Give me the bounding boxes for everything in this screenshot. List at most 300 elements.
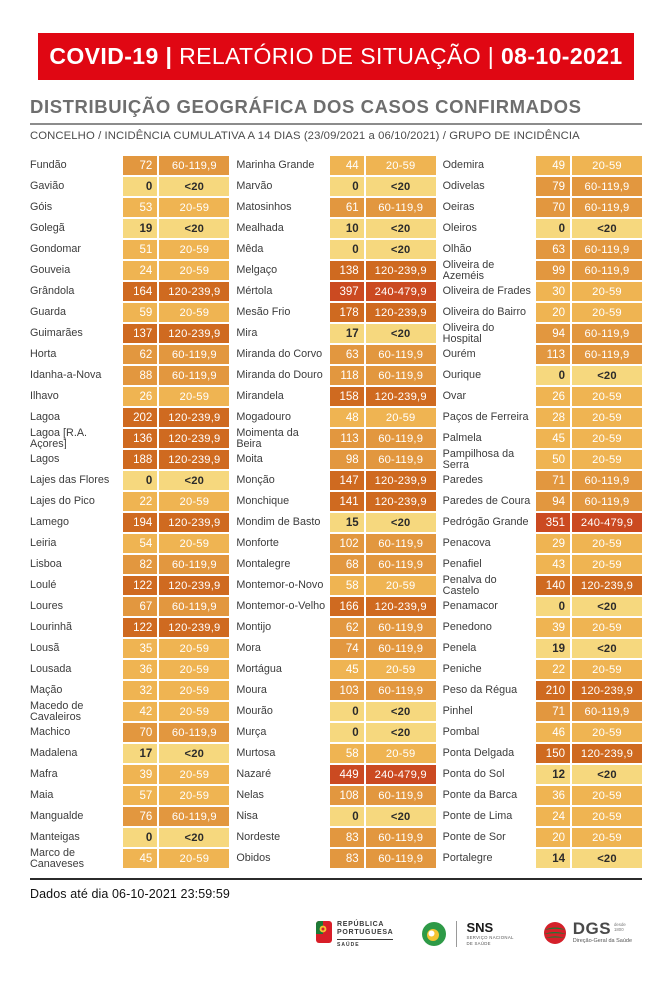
dgs-sphere-icon <box>542 921 568 950</box>
incidence-band-cell: 20-59 <box>572 282 642 301</box>
municipality-name: Portalegre <box>442 853 493 864</box>
incidence-value-cell: 29 <box>536 534 570 553</box>
municipality-row <box>30 156 229 175</box>
incidence-value-cell: 19 <box>123 219 157 238</box>
municipality-row <box>443 681 642 700</box>
incidence-value-cell: 118 <box>330 366 364 385</box>
incidence-value-cell: 0 <box>123 177 157 196</box>
incidence-value-cell: 67 <box>123 597 157 616</box>
incidence-value-cell: 26 <box>123 387 157 406</box>
incidence-band-cell: 20-59 <box>159 198 229 217</box>
incidence-band-cell: 20-59 <box>366 408 436 427</box>
municipality-name: Mesão Frio <box>236 307 291 318</box>
incidence-band-cell: 20-59 <box>572 534 642 553</box>
municipality-name: Pombal <box>442 727 480 738</box>
municipality-name: Monchique <box>236 496 290 507</box>
municipality-name: Pedrógão Grande <box>442 517 529 528</box>
municipality-name: Moita <box>236 454 263 465</box>
republica-line1: REPÚBLICA <box>337 921 385 928</box>
incidence-band-cell: 20-59 <box>572 156 642 175</box>
municipality-row <box>443 282 642 301</box>
incidence-band-cell: <20 <box>159 177 229 196</box>
municipality-row <box>30 681 229 700</box>
dgs-since-line2: 1800 <box>614 926 624 932</box>
municipality-row <box>236 324 435 343</box>
incidence-band-cell: 120-239,9 <box>572 681 642 700</box>
municipality-row <box>443 555 642 574</box>
municipality-name: Mangualde <box>30 811 84 822</box>
municipality-row <box>30 807 229 826</box>
municipality-name: Oliveira de Azeméis <box>442 260 495 281</box>
municipality-row <box>30 849 229 868</box>
municipality-name: Murça <box>236 727 267 738</box>
municipality-row <box>443 177 642 196</box>
municipality-row <box>443 219 642 238</box>
incidence-band-cell: <20 <box>572 765 642 784</box>
municipality-name: Oleiros <box>442 223 477 234</box>
incidence-value-cell: 74 <box>330 639 364 658</box>
incidence-band-cell: 60-119,9 <box>572 324 642 343</box>
incidence-band-cell: 20-59 <box>572 660 642 679</box>
incidence-value-cell: 108 <box>330 786 364 805</box>
municipality-row <box>443 744 642 763</box>
incidence-value-cell: 0 <box>123 471 157 490</box>
municipality-name: Paredes de Coura <box>442 496 531 507</box>
municipality-name: Marinha Grande <box>236 160 315 171</box>
municipality-name: Fundão <box>30 160 67 171</box>
incidence-band-cell: <20 <box>159 828 229 847</box>
municipality-name: Machico <box>30 727 71 738</box>
municipality-row <box>236 198 435 217</box>
municipality-name: Mirandela <box>236 391 284 402</box>
incidence-band-cell: 20-59 <box>159 681 229 700</box>
incidence-value-cell: 14 <box>536 849 570 868</box>
municipality-name: Olhão <box>442 244 472 255</box>
incidence-band-cell: 20-59 <box>159 849 229 868</box>
incidence-band-cell: 20-59 <box>159 786 229 805</box>
municipality-row <box>236 261 435 280</box>
municipality-row <box>30 240 229 259</box>
municipality-name: Mourão <box>236 706 273 717</box>
incidence-band-cell: 60-119,9 <box>366 198 436 217</box>
municipality-row <box>30 786 229 805</box>
incidence-table <box>30 156 642 870</box>
banner-date: 08-10-2021 <box>500 43 623 69</box>
municipality-row <box>30 303 229 322</box>
municipality-row <box>30 723 229 742</box>
incidence-value-cell: 0 <box>123 828 157 847</box>
sns-circle-icon <box>421 921 447 952</box>
municipality-row <box>236 702 435 721</box>
incidence-value-cell: 136 <box>123 429 157 448</box>
municipality-row <box>236 660 435 679</box>
incidence-value-cell: 71 <box>536 702 570 721</box>
municipality-row <box>236 723 435 742</box>
municipality-row <box>30 387 229 406</box>
republica-portuguesa-logo <box>316 921 393 950</box>
municipality-name: Mafra <box>30 769 58 780</box>
incidence-value-cell: 122 <box>123 576 157 595</box>
municipality-name: Macedo de Cavaleiros <box>30 701 84 722</box>
incidence-band-cell: 60-119,9 <box>572 471 642 490</box>
banner-covid-label: COVID-19 <box>49 43 159 69</box>
incidence-value-cell: 61 <box>330 198 364 217</box>
municipality-name: Odivelas <box>442 181 485 192</box>
incidence-value-cell: 138 <box>330 261 364 280</box>
report-banner <box>38 33 634 80</box>
incidence-value-cell: 39 <box>123 765 157 784</box>
municipality-name: Manteigas <box>30 832 80 843</box>
portugal-flag-icon <box>316 921 332 950</box>
municipality-row <box>443 156 642 175</box>
municipality-row <box>443 450 642 469</box>
incidence-value-cell: 20 <box>536 828 570 847</box>
municipality-row <box>443 240 642 259</box>
municipality-row <box>236 513 435 532</box>
municipality-row <box>236 219 435 238</box>
municipality-name: Guimarães <box>30 328 83 339</box>
incidence-band-cell: 20-59 <box>159 639 229 658</box>
municipality-name: Monção <box>236 475 275 486</box>
incidence-value-cell: 39 <box>536 618 570 637</box>
incidence-band-cell: <20 <box>366 513 436 532</box>
incidence-value-cell: 158 <box>330 387 364 406</box>
incidence-value-cell: 88 <box>123 366 157 385</box>
incidence-band-cell: 20-59 <box>159 492 229 511</box>
municipality-name: Paços de Ferreira <box>442 412 529 423</box>
incidence-band-cell: 60-119,9 <box>159 807 229 826</box>
incidence-value-cell: 15 <box>330 513 364 532</box>
incidence-band-cell: 60-119,9 <box>366 366 436 385</box>
incidence-band-cell: 20-59 <box>366 660 436 679</box>
municipality-name: Lajes do Pico <box>30 496 95 507</box>
incidence-value-cell: 72 <box>123 156 157 175</box>
incidence-band-cell: 240-479,9 <box>366 765 436 784</box>
municipality-name: Marvão <box>236 181 273 192</box>
municipality-row <box>30 429 229 448</box>
incidence-value-cell: 42 <box>123 702 157 721</box>
incidence-value-cell: 44 <box>330 156 364 175</box>
incidence-value-cell: 0 <box>536 219 570 238</box>
incidence-band-cell: 20-59 <box>572 828 642 847</box>
incidence-band-cell: 20-59 <box>572 618 642 637</box>
incidence-band-cell: 60-119,9 <box>159 723 229 742</box>
incidence-value-cell: 32 <box>123 681 157 700</box>
municipality-name: Mértola <box>236 286 273 297</box>
incidence-value-cell: 0 <box>330 723 364 742</box>
municipality-name: Grândola <box>30 286 75 297</box>
municipality-name: Montalegre <box>236 559 291 570</box>
banner-separator-2: | <box>481 43 501 69</box>
municipality-row <box>443 639 642 658</box>
municipality-name: Ponte de Sor <box>442 832 506 843</box>
incidence-band-cell: 20-59 <box>159 702 229 721</box>
municipality-name: Gouveia <box>30 265 71 276</box>
incidence-band-cell: 120-239,9 <box>159 618 229 637</box>
incidence-value-cell: 83 <box>330 849 364 868</box>
incidence-band-cell: 60-119,9 <box>572 240 642 259</box>
incidence-value-cell: 20 <box>536 303 570 322</box>
municipality-row <box>236 156 435 175</box>
municipality-name: Peso da Régua <box>442 685 518 696</box>
incidence-band-cell: <20 <box>366 177 436 196</box>
incidence-band-cell: 20-59 <box>572 408 642 427</box>
incidence-value-cell: 141 <box>330 492 364 511</box>
incidence-value-cell: 10 <box>330 219 364 238</box>
incidence-value-cell: 137 <box>123 324 157 343</box>
incidence-band-cell: 20-59 <box>572 429 642 448</box>
incidence-band-cell: <20 <box>572 366 642 385</box>
municipality-row <box>443 786 642 805</box>
incidence-band-cell: 20-59 <box>572 387 642 406</box>
municipality-row <box>236 849 435 868</box>
municipality-name: Nisa <box>236 811 258 822</box>
municipality-row <box>236 492 435 511</box>
municipality-row <box>443 429 642 448</box>
incidence-band-cell: 120-239,9 <box>159 282 229 301</box>
municipality-name: Moimenta da Beira <box>236 428 299 449</box>
incidence-band-cell: 60-119,9 <box>366 345 436 364</box>
incidence-band-cell: <20 <box>572 849 642 868</box>
incidence-band-cell: 60-119,9 <box>366 555 436 574</box>
incidence-value-cell: 122 <box>123 618 157 637</box>
incidence-value-cell: 57 <box>123 786 157 805</box>
incidence-band-cell: 60-119,9 <box>572 345 642 364</box>
municipality-name: Nazaré <box>236 769 272 780</box>
incidence-band-cell: 120-239,9 <box>366 597 436 616</box>
municipality-row <box>30 660 229 679</box>
municipality-row <box>30 219 229 238</box>
incidence-value-cell: 51 <box>123 240 157 259</box>
republica-line2: PORTUGUESA <box>337 929 394 936</box>
incidence-value-cell: 63 <box>330 345 364 364</box>
municipality-name: Nordeste <box>236 832 281 843</box>
sns-label: SNS <box>466 920 494 935</box>
municipality-name: Monforte <box>236 538 279 549</box>
municipality-name: Golegã <box>30 223 65 234</box>
municipality-name: Odemira <box>442 160 485 171</box>
incidence-value-cell: 35 <box>123 639 157 658</box>
municipality-name: Ponte da Barca <box>442 790 518 801</box>
incidence-band-cell: 60-119,9 <box>572 492 642 511</box>
municipality-name: Leiria <box>30 538 57 549</box>
incidence-value-cell: 147 <box>330 471 364 490</box>
incidence-value-cell: 54 <box>123 534 157 553</box>
incidence-band-cell: 20-59 <box>159 261 229 280</box>
municipality-row <box>30 597 229 616</box>
municipality-name: Gondomar <box>30 244 82 255</box>
municipality-name: Ponte de Lima <box>442 811 513 822</box>
municipality-row <box>443 534 642 553</box>
incidence-band-cell: 120-239,9 <box>366 303 436 322</box>
municipality-row <box>443 345 642 364</box>
dgs-logo <box>542 921 632 950</box>
incidence-band-cell: 60-119,9 <box>366 828 436 847</box>
incidence-band-cell: 60-119,9 <box>159 555 229 574</box>
municipality-row <box>443 492 642 511</box>
incidence-band-cell: <20 <box>366 219 436 238</box>
sns-divider <box>456 921 457 947</box>
municipality-name: Ovar <box>442 391 467 402</box>
municipality-row <box>30 471 229 490</box>
incidence-value-cell: 22 <box>123 492 157 511</box>
incidence-band-cell: 20-59 <box>572 303 642 322</box>
incidence-value-cell: 46 <box>536 723 570 742</box>
incidence-band-cell: <20 <box>159 219 229 238</box>
municipality-row <box>236 240 435 259</box>
incidence-band-cell: 120-239,9 <box>366 492 436 511</box>
page-title: DISTRIBUIÇÃO GEOGRÁFICA DOS CASOS CONFIRMADOS <box>30 96 642 125</box>
municipality-name: Penedono <box>442 622 492 633</box>
incidence-band-cell: 240-479,9 <box>366 282 436 301</box>
municipality-row <box>236 534 435 553</box>
municipality-row <box>236 744 435 763</box>
incidence-band-cell: 120-239,9 <box>159 450 229 469</box>
municipality-name: Gavião <box>30 181 65 192</box>
municipality-name: Palmela <box>442 433 482 444</box>
municipality-row <box>236 450 435 469</box>
municipality-name: Montijo <box>236 622 272 633</box>
municipality-row <box>443 828 642 847</box>
incidence-band-cell: 120-239,9 <box>572 576 642 595</box>
incidence-band-cell: 20-59 <box>572 555 642 574</box>
incidence-value-cell: 94 <box>536 324 570 343</box>
incidence-band-cell: 60-119,9 <box>159 156 229 175</box>
municipality-name: Oliveira do Bairro <box>442 307 527 318</box>
municipality-row <box>443 723 642 742</box>
municipality-name: Horta <box>30 349 57 360</box>
incidence-value-cell: 76 <box>123 807 157 826</box>
municipality-row <box>443 408 642 427</box>
municipality-name: Loures <box>30 601 64 612</box>
incidence-band-cell: 120-239,9 <box>159 513 229 532</box>
incidence-value-cell: 58 <box>330 576 364 595</box>
municipality-row <box>236 303 435 322</box>
incidence-value-cell: 166 <box>330 597 364 616</box>
republica-saude-label: SAÚDE <box>337 942 360 948</box>
incidence-value-cell: 102 <box>330 534 364 553</box>
municipality-name: Miranda do Douro <box>236 370 323 381</box>
incidence-value-cell: 202 <box>123 408 157 427</box>
municipality-row <box>236 765 435 784</box>
municipality-row <box>236 471 435 490</box>
incidence-value-cell: 24 <box>536 807 570 826</box>
municipality-row <box>236 681 435 700</box>
incidence-band-cell: 20-59 <box>159 660 229 679</box>
municipality-name: Lourinhã <box>30 622 73 633</box>
municipality-row <box>30 282 229 301</box>
incidence-value-cell: 94 <box>536 492 570 511</box>
incidence-value-cell: 59 <box>123 303 157 322</box>
incidence-band-cell: 20-59 <box>572 450 642 469</box>
incidence-value-cell: 0 <box>536 597 570 616</box>
municipality-name: Oeiras <box>442 202 475 213</box>
municipality-name: Pampilhosa da Serra <box>442 449 515 470</box>
municipality-row <box>443 471 642 490</box>
municipality-row <box>236 282 435 301</box>
municipality-name: Paredes <box>442 475 483 486</box>
incidence-value-cell: 79 <box>536 177 570 196</box>
incidence-value-cell: 28 <box>536 408 570 427</box>
incidence-value-cell: 36 <box>536 786 570 805</box>
incidence-value-cell: 43 <box>536 555 570 574</box>
incidence-band-cell: 60-119,9 <box>159 366 229 385</box>
incidence-band-cell: 60-119,9 <box>366 849 436 868</box>
incidence-value-cell: 210 <box>536 681 570 700</box>
municipality-name: Montemor-o-Velho <box>236 601 326 612</box>
incidence-value-cell: 70 <box>123 723 157 742</box>
municipality-row <box>30 177 229 196</box>
table-column-2 <box>236 156 435 870</box>
page-subtitle: CONCELHO / INCIDÊNCIA CUMULATIVA A 14 DIAS (23/09/2021 a 06/10/2021) / GRUPO DE INCIDÊNCIA <box>30 130 580 142</box>
municipality-name: Penafiel <box>442 559 482 570</box>
incidence-band-cell: 120-239,9 <box>159 408 229 427</box>
incidence-value-cell: 24 <box>123 261 157 280</box>
incidence-band-cell: <20 <box>366 723 436 742</box>
municipality-row <box>236 177 435 196</box>
municipality-name: Ourém <box>442 349 476 360</box>
incidence-value-cell: 82 <box>123 555 157 574</box>
incidence-value-cell: 68 <box>330 555 364 574</box>
municipality-name: Lajes das Flores <box>30 475 110 486</box>
incidence-value-cell: 351 <box>536 513 570 532</box>
incidence-value-cell: 113 <box>536 345 570 364</box>
incidence-value-cell: 150 <box>536 744 570 763</box>
municipality-name: Idanha-a-Nova <box>30 370 102 381</box>
incidence-band-cell: <20 <box>572 597 642 616</box>
incidence-band-cell: 240-479,9 <box>572 513 642 532</box>
municipality-name: Lisboa <box>30 559 62 570</box>
incidence-value-cell: 36 <box>123 660 157 679</box>
municipality-name: Pinhel <box>442 706 473 717</box>
municipality-row <box>443 618 642 637</box>
municipality-row <box>236 366 435 385</box>
municipality-name: Penamacor <box>442 601 498 612</box>
municipality-name: Marco de Canaveses <box>30 848 85 869</box>
sns-subtitle-line2: DE SAÚDE <box>466 941 491 946</box>
municipality-name: Murtosa <box>236 748 276 759</box>
municipality-name: Penela <box>442 643 477 654</box>
municipality-name: Matosinhos <box>236 202 292 213</box>
incidence-value-cell: 103 <box>330 681 364 700</box>
municipality-row <box>236 828 435 847</box>
municipality-name: Montemor-o-Novo <box>236 580 324 591</box>
municipality-name: Lousada <box>30 664 72 675</box>
municipality-name: Nelas <box>236 790 264 801</box>
incidence-band-cell: 60-119,9 <box>159 597 229 616</box>
municipality-row <box>443 849 642 868</box>
municipality-row <box>443 387 642 406</box>
municipality-row <box>236 786 435 805</box>
incidence-value-cell: 0 <box>330 702 364 721</box>
municipality-row <box>443 576 642 595</box>
municipality-name: Lousã <box>30 643 60 654</box>
incidence-band-cell: <20 <box>366 807 436 826</box>
municipality-row <box>30 345 229 364</box>
incidence-band-cell: 60-119,9 <box>572 177 642 196</box>
incidence-value-cell: 62 <box>123 345 157 364</box>
municipality-name: Madalena <box>30 748 78 759</box>
incidence-band-cell: <20 <box>366 240 436 259</box>
municipality-name: Ílhavo <box>30 391 59 402</box>
incidence-value-cell: 178 <box>330 303 364 322</box>
incidence-band-cell: 20-59 <box>159 534 229 553</box>
incidence-value-cell: 45 <box>536 429 570 448</box>
municipality-row <box>30 324 229 343</box>
incidence-value-cell: 83 <box>330 828 364 847</box>
municipality-name: Ponta do Sol <box>442 769 505 780</box>
banner-separator-1: | <box>158 43 180 69</box>
